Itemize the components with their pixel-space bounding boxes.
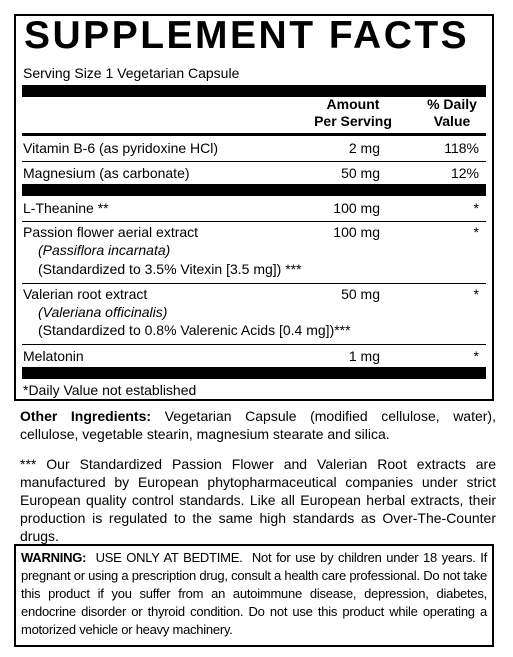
header-divider <box>22 133 486 136</box>
row-divider <box>22 344 486 345</box>
row-divider <box>22 161 486 162</box>
warning-label: WARNING: <box>21 550 87 565</box>
nutrient-latin-name: (Passiflora incarnata) <box>38 242 171 258</box>
serving-size: Serving Size 1 Vegetarian Capsule <box>23 65 240 81</box>
warning-box <box>14 544 494 647</box>
amount-per-serving-header: Amount Per Serving <box>314 96 392 129</box>
thick-divider <box>22 184 486 196</box>
row-divider <box>22 221 486 222</box>
daily-value-footnote: *Daily Value not established <box>23 382 197 398</box>
other-ingredients-text: Vegetarian Capsule (modified cellulose, water), cellulose, vegetable stearin, magnesium stearate and silica. <box>20 408 496 442</box>
row-divider <box>22 283 486 284</box>
other-ingredients-label: Other Ingredients: <box>20 408 152 424</box>
nutrient-daily-value: * <box>473 286 479 302</box>
nutrient-name: Valerian root extract <box>23 286 148 302</box>
warning-text: USE ONLY AT BEDTIME. Not for use by children under 18 years. If pregnant or using a prescription drug, consult a health care professional. Do not take this product if you suffer from an autoimmune disease, depression, diabetes, endocrine disorder or thyroid condition. Do not use this product while operating a motorized vehicle or heavy machinery. <box>21 550 491 637</box>
supplement-facts-panel <box>14 14 494 401</box>
nutrient-name: Vitamin B-6 (as pyridoxine HCl) <box>23 140 219 156</box>
nutrient-daily-value: * <box>473 348 479 364</box>
nutrient-latin-name: (Valeriana officinalis) <box>38 304 168 320</box>
standardized-extracts-note: *** Our Standardized Passion Flower and Valerian Root extracts are manufactured by European phytopharmaceutical companies under strict European quality control standards. Like all European herbal extracts, their production is regulated to the same high standards as Over-The-Counter drugs. <box>20 456 496 544</box>
nutrient-name: Magnesium (as carbonate) <box>23 165 190 181</box>
nutrient-name: Passion flower aerial extract <box>23 224 199 240</box>
panel-title: SUPPLEMENT FACTS <box>24 14 470 57</box>
nutrient-daily-value: * <box>473 224 479 240</box>
nutrient-daily-value: * <box>473 200 479 216</box>
nutrient-amount: 2 mg <box>348 140 380 156</box>
nutrient-amount: 100 mg <box>333 224 380 240</box>
nutrient-amount: 100 mg <box>333 200 380 216</box>
nutrient-daily-value: 12% <box>450 165 479 181</box>
nutrient-amount: 50 mg <box>341 165 380 181</box>
nutrient-standardization: (Standardized to 3.5% Vitexin [3.5 mg]) *** <box>38 261 302 277</box>
nutrient-name: L-Theanine ** <box>23 200 109 216</box>
nutrient-daily-value: 118% <box>444 140 479 156</box>
nutrient-amount: 50 mg <box>341 286 380 302</box>
nutrient-name: Melatonin <box>23 348 84 364</box>
thick-divider <box>22 367 486 379</box>
nutrient-standardization: (Standardized to 0.8% Valerenic Acids [0.4 mg])*** <box>38 322 351 338</box>
nutrient-amount: 1 mg <box>348 348 380 364</box>
other-ingredients <box>20 407 496 443</box>
daily-value-header: % Daily Value <box>427 96 477 129</box>
